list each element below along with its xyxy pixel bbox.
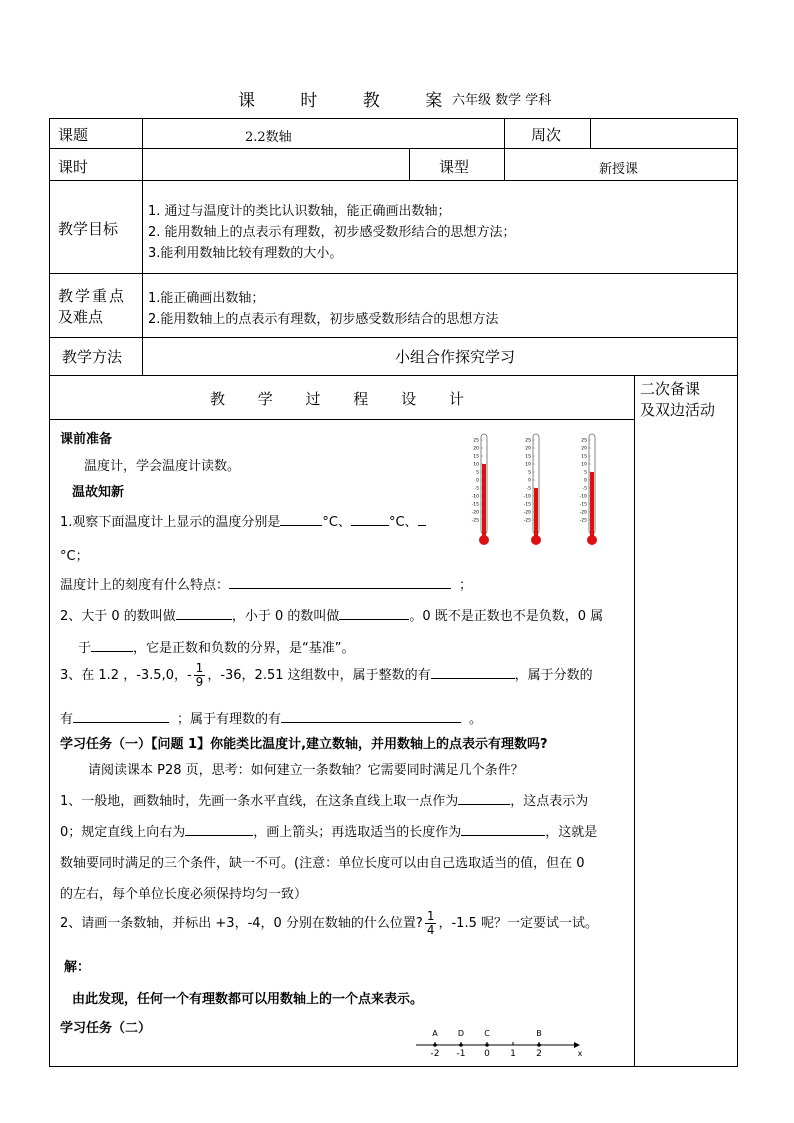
number-line-point [537, 1043, 541, 1047]
thermometer-scale-label: 5 [528, 470, 531, 476]
col-divider [504, 118, 505, 148]
task-1-text: ，这点表示为 [510, 794, 589, 809]
q1-text: 1.观察下面温度计上显示的温度分别是 [60, 515, 281, 530]
number-line-tick-label: 2 [536, 1049, 542, 1059]
q3-text: ，属于分数的 [514, 668, 593, 683]
fraction-denominator: 9 [195, 675, 204, 689]
q1b-end: ； [459, 578, 473, 593]
task-1-text: 2、请画一条数轴，并标出 +3，-4，0 分别在数轴的什么位置? [60, 916, 423, 931]
task-1-text: ，这就是 [545, 825, 598, 840]
thermometer-scale-label: 15 [525, 454, 531, 460]
q3-text: 有 [60, 712, 74, 727]
thermometer-scale-label: -5 [474, 486, 479, 492]
question-2-cont [78, 637, 355, 656]
q1-unit: °C、 [388, 515, 418, 530]
row-divider [49, 419, 634, 420]
thermometer-scale-label: -15 [471, 502, 479, 508]
thermometer-scale-label: 5 [584, 470, 587, 476]
row-divider [49, 148, 738, 149]
answer-blank[interactable] [351, 513, 389, 526]
arrow-right-icon [574, 1042, 580, 1048]
answer-blank[interactable] [91, 639, 133, 652]
q1b-text: 温度计上的刻度有什么特点： [60, 578, 230, 593]
q2-text: 2、大于 0 的数叫做 [60, 609, 176, 624]
task-1-item-1 [60, 790, 588, 809]
goals-label: 教学目标 [58, 220, 119, 238]
thermometer-scale-label: -10 [579, 494, 587, 500]
col-divider [634, 375, 635, 1067]
question-1 [60, 511, 426, 530]
task-2-title: 学习任务（二） [60, 1021, 152, 1036]
q2-text: ，小于 0 的数叫做 [231, 609, 340, 624]
lesson-plan-title: 课 时 教 案 [238, 91, 463, 111]
col-divider [142, 118, 143, 375]
fraction-numerator: 1 [195, 661, 204, 675]
process-title: 教 学 过 程 设 计 [210, 390, 478, 408]
thermometer-scale-label: 20 [581, 446, 587, 452]
fraction [425, 910, 437, 937]
number-line-tick-label: 1 [510, 1049, 516, 1059]
task-1-read: 请阅读课本 P28 页，思考：如何建立一条数轴？它需要同时满足几个条件？ [88, 763, 524, 778]
key-label: 及难点 [58, 308, 104, 326]
thermometer-bulb [479, 535, 489, 545]
col-divider [590, 118, 591, 148]
q3-text: ；属于有理数的有 [177, 712, 282, 727]
conclusion: 由此发现，任何一个有理数都可以用数轴上的一个点来表示。 [72, 992, 424, 1007]
thermometer-scale-label: -25 [523, 518, 531, 524]
key-item: 1.能正确画出数轴； [148, 291, 265, 306]
period-label: 课时 [58, 158, 89, 176]
fraction [194, 662, 206, 689]
row-divider [49, 273, 738, 274]
thermometer-scale-label: -20 [471, 510, 479, 516]
row-divider [49, 180, 738, 181]
thermometer-scale-label: 15 [473, 454, 479, 460]
task-1-item-1b [60, 821, 597, 840]
prep-title: 课前准备 [60, 432, 113, 447]
thermometer-scale-label: -5 [526, 486, 531, 492]
prep-text: 温度计，学会温度计读数。 [84, 459, 241, 474]
number-line-tick-label: -2 [430, 1049, 440, 1059]
fraction-denominator: 4 [426, 923, 435, 937]
thermometer-scale-label: -10 [471, 494, 479, 500]
task-1-text: 0；规定直线上向右为 [60, 825, 186, 840]
thermometer-scale-label: 0 [476, 478, 479, 484]
thermometer-scale-label: 10 [473, 462, 479, 468]
week-label: 周次 [531, 126, 562, 144]
thermometer-scale-label: 15 [581, 454, 587, 460]
q2-text: 。0 既不是正数也不是负数，0 属 [409, 609, 604, 624]
thermometers-figure [464, 432, 614, 552]
task-1-text: ，-1.5 呢？一定要试一试。 [438, 916, 598, 931]
thermometer-scale-label: 20 [525, 446, 531, 452]
thermometer-scale-label: -15 [523, 502, 531, 508]
thermometer-scale-label: 5 [476, 470, 479, 476]
thermometer-scale-label: -25 [579, 518, 587, 524]
q1-unit: °C、 [322, 515, 351, 530]
answer-blank[interactable] [431, 666, 515, 679]
thermometer-scale-label: 25 [525, 438, 531, 444]
task-1-note: 数轴要同时满足的三个条件，缺一不可。(注意：单位长度可以由自己选取适当的值，但在 0 [60, 856, 585, 871]
thermometer-scale-label: 20 [473, 446, 479, 452]
key-label: 教学重点 [58, 287, 127, 305]
answer-blank[interactable] [339, 607, 409, 620]
number-line-point-label: D [457, 1029, 465, 1038]
thermometer-scale-label: 25 [473, 438, 479, 444]
solve-label: 解： [64, 960, 91, 975]
thermometer-bulb [531, 535, 541, 545]
topic-label: 课题 [58, 126, 89, 144]
answer-blank[interactable] [458, 792, 510, 805]
type-value: 新授课 [599, 162, 639, 177]
question-1b [60, 574, 472, 593]
thermometer-scale-label: -25 [471, 518, 479, 524]
number-line-point-label: C [484, 1029, 490, 1038]
thermometer-scale-label: 25 [581, 438, 587, 444]
q3-text: 3、在 1.2 ，-3.5,0，- [60, 668, 192, 683]
thermometer-mercury [482, 464, 486, 536]
q3-text: ，-36，2.51 这组数中，属于整数的有 [207, 668, 431, 683]
fraction-numerator: 1 [426, 909, 435, 923]
thermometer-bulb [587, 535, 597, 545]
thermometer-scale-label: 10 [525, 462, 531, 468]
col-divider [504, 148, 505, 180]
number-line-point-label: B [536, 1029, 542, 1038]
grade-subject: 六年级 数学 学科 [452, 93, 552, 108]
thermometer-scale-label: -20 [579, 510, 587, 516]
question-3 [60, 662, 593, 689]
number-line-point [459, 1043, 463, 1047]
thermometer-scale-label: 0 [584, 478, 587, 484]
q2-text: ，它是正数和负数的分界，是“基准”。 [133, 641, 355, 656]
q1-unit-end: °C； [60, 549, 89, 564]
number-line-point [485, 1043, 489, 1047]
number-line-tick-label: -1 [456, 1049, 466, 1059]
goal-item: 1. 通过与温度计的类比认识数轴，能正确画出数轴； [148, 204, 451, 219]
goal-item: 2. 能用数轴上的点表示有理数，初步感受数形结合的思想方法； [148, 225, 516, 240]
thermometer-scale-label: 0 [528, 478, 531, 484]
type-label: 课型 [439, 158, 470, 176]
thermometer-scale-label: -10 [523, 494, 531, 500]
thermometer-scale-label: -5 [582, 486, 587, 492]
question-2 [60, 605, 603, 624]
col-divider [409, 148, 410, 180]
answer-blank[interactable] [229, 576, 451, 589]
thermometer-scale-label: 10 [581, 462, 587, 468]
task-1-item-2 [60, 910, 598, 937]
number-line-tick-label: 0 [484, 1049, 490, 1059]
method-label: 教学方法 [62, 348, 123, 366]
answer-blank[interactable] [461, 823, 545, 836]
side-column-label: 二次备课 [640, 380, 701, 398]
task-1-title: 学习任务（一）【问题 1】你能类比温度计,建立数轴，并用数轴上的点表示有理数吗? [60, 737, 548, 752]
task-1-text: ，画上箭头；再选取适当的长度作为 [253, 825, 462, 840]
goal-item: 3.能利用数轴比较有理数的大小。 [148, 246, 343, 261]
task-1-note: 的左右，每个单位长度必须保持均匀一致） [60, 887, 308, 902]
number-line-point-label: A [432, 1029, 438, 1038]
method-value: 小组合作探究学习 [395, 348, 516, 366]
number-line-figure [410, 1025, 590, 1061]
task-1-text: 1、一般地，画数轴时，先画一条水平直线，在这条直线上取一点作为 [60, 794, 459, 809]
q2-text: 于 [78, 641, 92, 656]
row-divider [49, 337, 738, 338]
thermometer-scale-label: -15 [579, 502, 587, 508]
q3-text: 。 [469, 712, 483, 727]
side-column-label: 及双边活动 [640, 401, 716, 419]
number-line-axis-label: x [577, 1049, 583, 1058]
answer-blank[interactable] [185, 823, 253, 836]
key-item: 2.能用数轴上的点表示有理数，初步感受数形结合的思想方法 [148, 312, 499, 327]
review-title: 温故知新 [72, 485, 125, 500]
answer-blank[interactable] [418, 513, 426, 526]
answer-blank[interactable] [280, 513, 322, 526]
topic-value: 2.2数轴 [245, 130, 292, 145]
answer-blank[interactable] [281, 710, 461, 723]
thermometer-scale-label: -20 [523, 510, 531, 516]
answer-blank[interactable] [176, 607, 232, 620]
question-3-cont [60, 708, 482, 727]
answer-blank[interactable] [73, 710, 169, 723]
page-header [0, 86, 794, 110]
number-line-point [433, 1043, 437, 1047]
